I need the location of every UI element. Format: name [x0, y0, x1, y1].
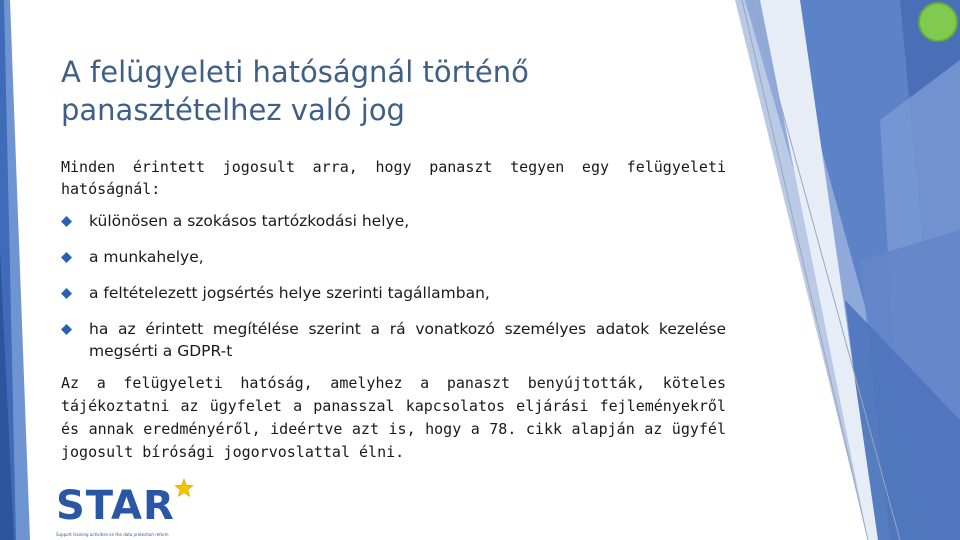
list-item [61, 246, 726, 268]
diamond-icon [61, 216, 72, 227]
star-icon [174, 478, 194, 498]
bullet-text: különösen a szokásos tartózkodási helye, [89, 212, 410, 230]
slide-title: A felügyeleti hatóságnál történő panasztételhez való jog [61, 55, 529, 127]
diamond-icon [61, 288, 72, 299]
circle-icon [918, 2, 958, 42]
logo-subtitle: Support training activities on the data protection reform [56, 532, 169, 537]
closing-text: Az a felügyeleti hatóság, amelyhez a panaszt benyújtották, köteles tájékoztatni az ügyfelet a panasszal kapcsolatos eljárási fejleményekről és annak eredményéről, ideértve azt is, hogy a 78. cikk alapján az ügyfél jogosult bírósági jogorvoslattal élni. [61, 374, 726, 461]
intro-text: Minden érintett jogosult arra, hogy panaszt tegyen egy felügyeleti hatóságnál: [61, 158, 726, 198]
logo-text: STAR [56, 483, 175, 529]
star-logo [50, 478, 200, 540]
list-item [61, 210, 726, 232]
diamond-icon [61, 324, 72, 335]
bullet-text: a munkahelye, [89, 248, 204, 266]
list-item [61, 318, 726, 362]
slide-content [61, 156, 726, 464]
diamond-icon [61, 252, 72, 263]
bullet-list [61, 210, 726, 362]
bullet-text: a feltételezett jogsértés helye szerinti tagállamban, [89, 284, 490, 302]
list-item [61, 282, 726, 304]
bullet-text: ha az érintett megítélése szerint a rá vonatkozó személyes adatok kezelése megsérti a GDPR-t [89, 320, 726, 360]
